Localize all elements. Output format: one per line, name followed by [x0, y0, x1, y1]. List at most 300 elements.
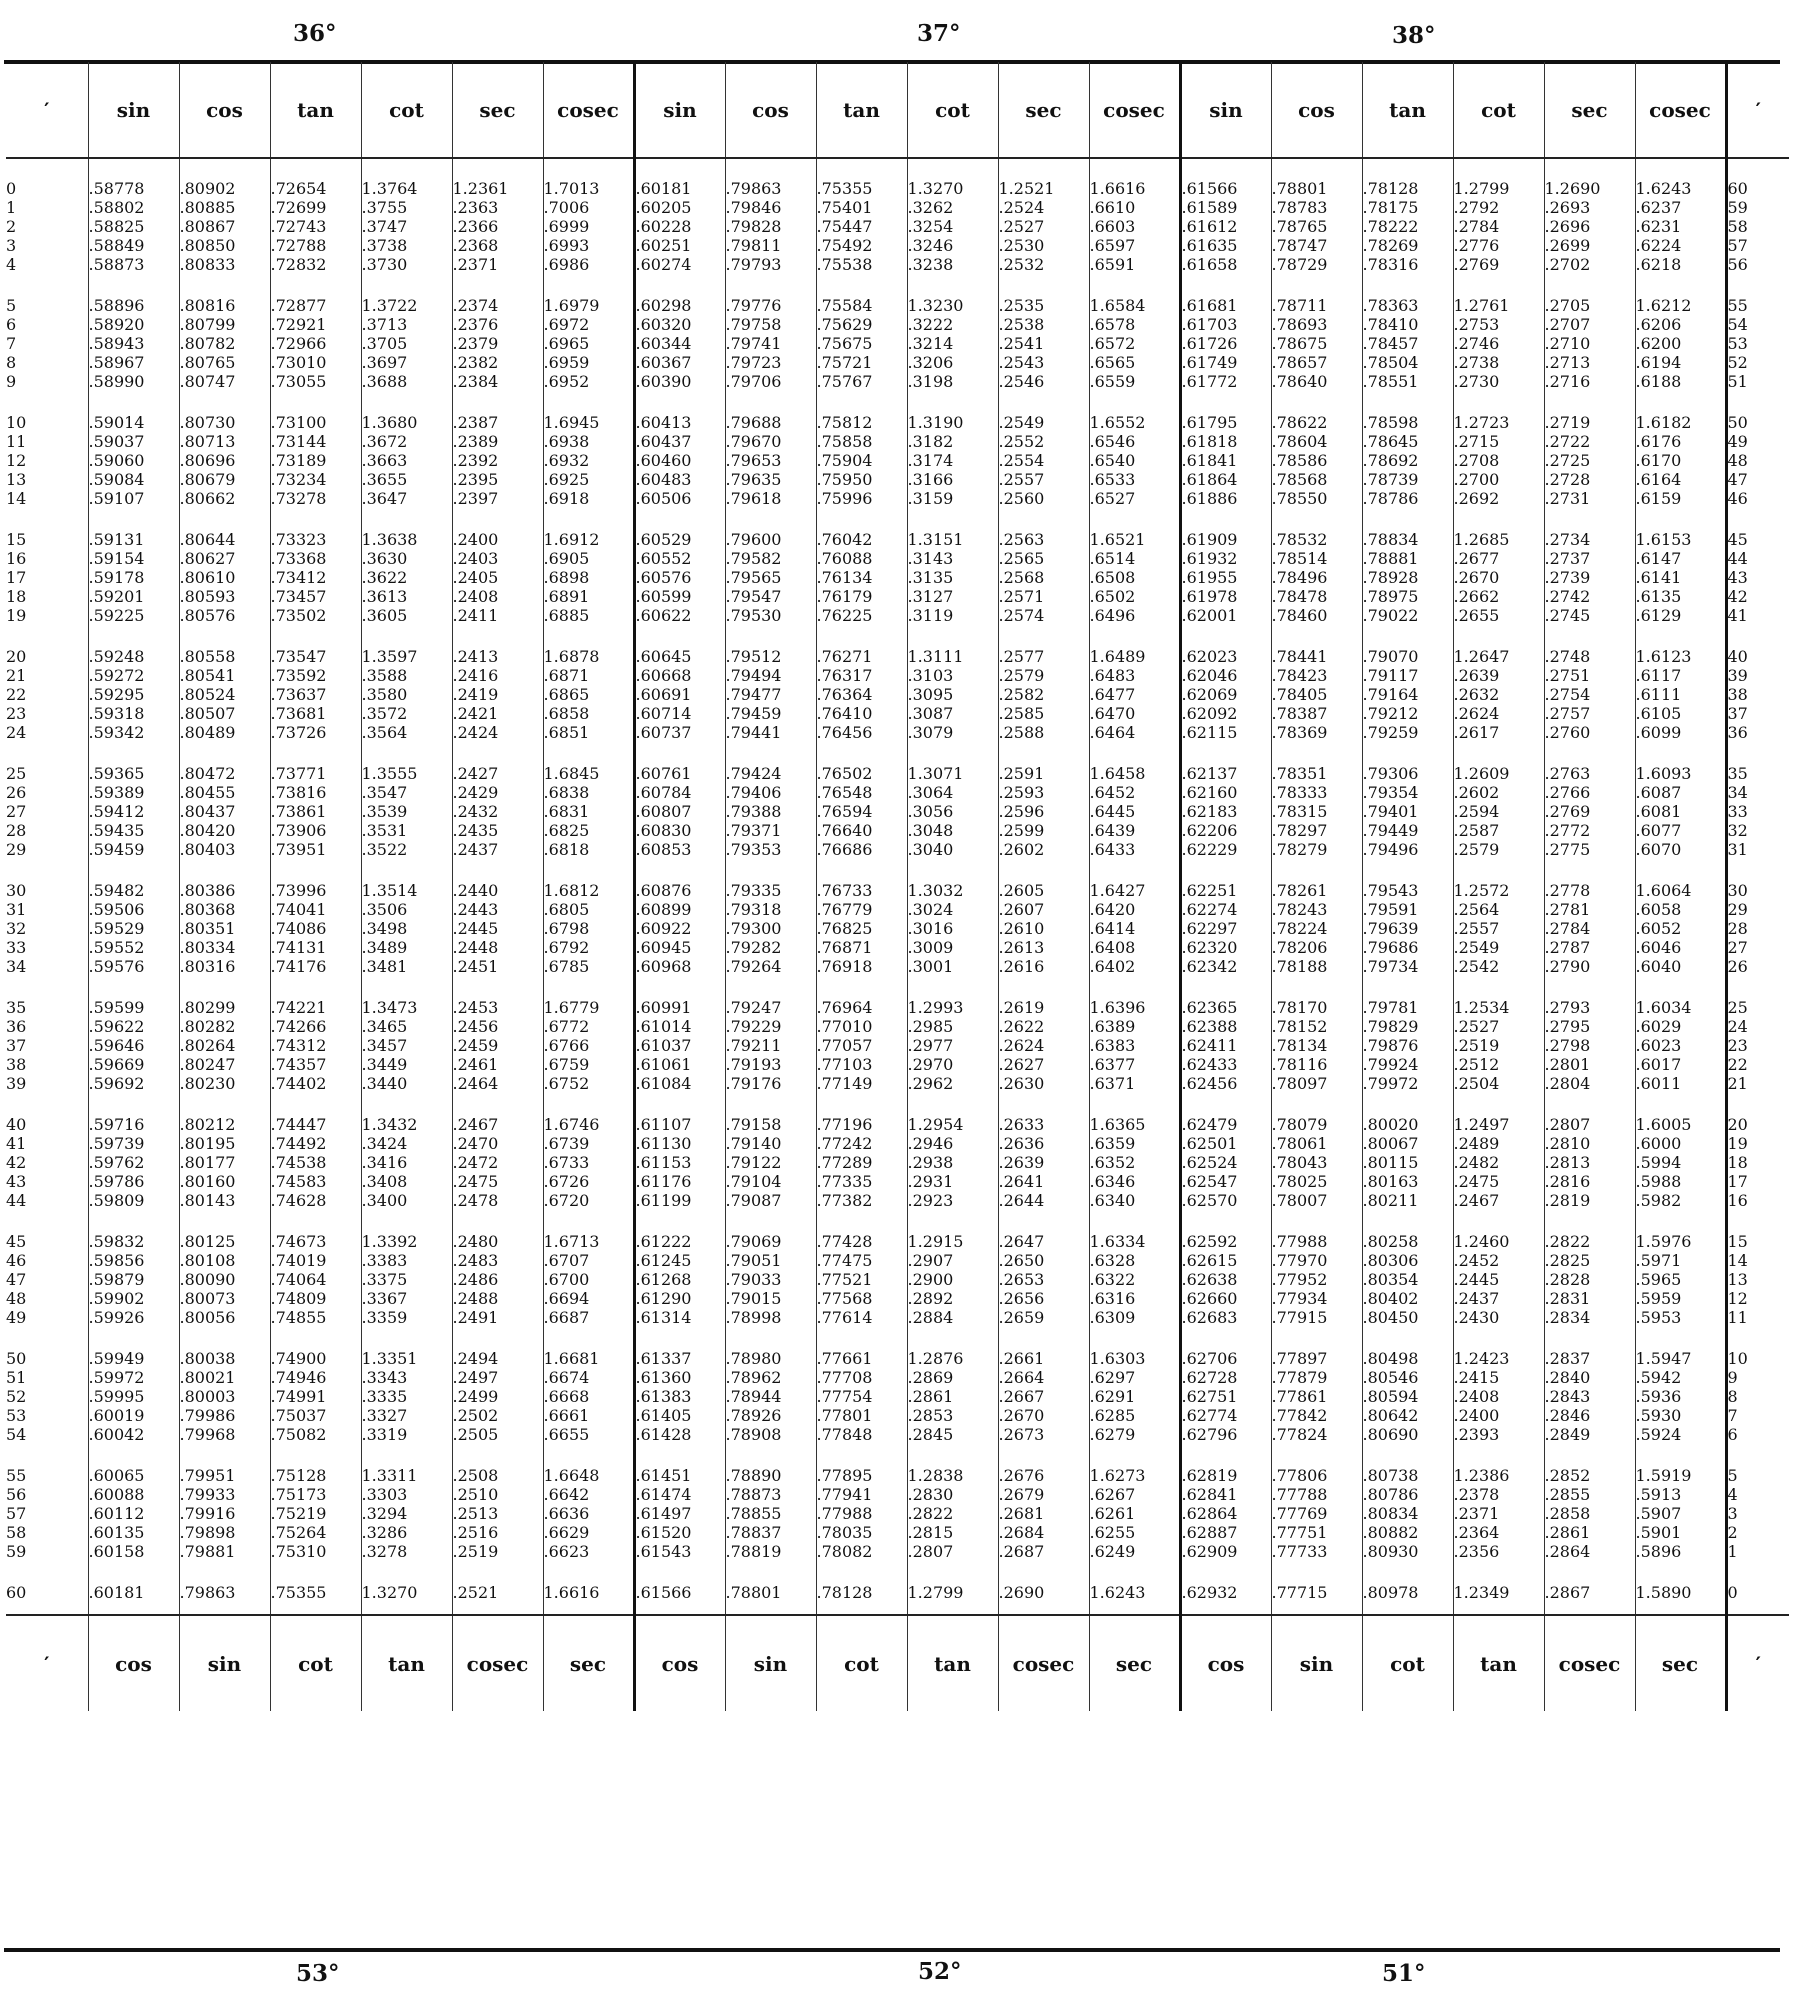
value-cell: .2731: [1544, 489, 1635, 508]
value-cell: .80368: [179, 900, 270, 919]
value-cell: .2753: [1453, 315, 1544, 334]
value-cell: 1.3555: [361, 764, 452, 783]
value-cell: .77614: [816, 1308, 907, 1327]
value-cell: .78369: [1271, 723, 1362, 742]
value-cell: .80978: [1362, 1583, 1453, 1602]
value-cell: 1.2386: [1453, 1466, 1544, 1485]
value-cell: .78926: [725, 1406, 816, 1425]
spacer-cell: [1089, 1444, 1180, 1466]
value-cell: 1.6812: [543, 881, 634, 900]
spacer-cell: [1180, 1602, 1271, 1615]
spacer-cell: [1635, 1602, 1726, 1615]
value-cell: .77733: [1271, 1542, 1362, 1561]
value-cell: .3531: [361, 821, 452, 840]
value-cell: .2790: [1544, 957, 1635, 976]
minute-complement-cell: 41: [1726, 606, 1789, 625]
value-cell: .6610: [1089, 198, 1180, 217]
value-cell: .3400: [361, 1191, 452, 1210]
spacer-cell: [1180, 1561, 1271, 1583]
value-cell: 1.6489: [1089, 647, 1180, 666]
value-cell: .6309: [1089, 1308, 1180, 1327]
value-cell: .59201: [88, 587, 179, 606]
value-cell: .2478: [452, 1191, 543, 1210]
value-cell: .61681: [1180, 296, 1271, 315]
value-cell: .6135: [1635, 587, 1726, 606]
value-cell: .6707: [543, 1251, 634, 1270]
value-cell: 1.2915: [907, 1232, 998, 1251]
spacer-cell: [1271, 1602, 1362, 1615]
value-cell: .2376: [452, 315, 543, 334]
value-cell: 1.6458: [1089, 764, 1180, 783]
value-cell: .3647: [361, 489, 452, 508]
value-cell: 1.6243: [1089, 1583, 1180, 1602]
value-cell: .73323: [270, 530, 361, 549]
value-cell: .78405: [1271, 685, 1362, 704]
value-cell: .62819: [1180, 1466, 1271, 1485]
value-cell: .3064: [907, 783, 998, 802]
value-cell: .61337: [634, 1349, 725, 1368]
value-cell: .3024: [907, 900, 998, 919]
spacer-cell: [6, 1602, 88, 1615]
spacer-cell: [270, 1602, 361, 1615]
value-cell: .58943: [88, 334, 179, 353]
value-cell: .2715: [1453, 432, 1544, 451]
value-cell: .6865: [543, 685, 634, 704]
spacer-cell: [1635, 859, 1726, 881]
value-cell: .6726: [543, 1172, 634, 1191]
spacer-cell: [1726, 976, 1789, 998]
value-cell: .6389: [1089, 1017, 1180, 1036]
minute-cell: 54: [6, 1425, 27, 1444]
spacer-cell: [907, 508, 998, 530]
spacer-cell: [1544, 976, 1635, 998]
value-cell: .61612: [1180, 217, 1271, 236]
spacer-cell: [1180, 976, 1271, 998]
spacer-cell: [998, 1561, 1089, 1583]
value-cell: .2482: [1453, 1153, 1544, 1172]
value-cell: 1.3473: [361, 998, 452, 1017]
spacer-cell: [725, 625, 816, 647]
spacer-cell: [907, 742, 998, 764]
header-top-cell-7: sin: [634, 62, 725, 158]
minute-cell: 3: [6, 236, 17, 255]
value-cell: .79282: [725, 938, 816, 957]
value-cell: .60761: [634, 764, 725, 783]
value-cell: .3408: [361, 1172, 452, 1191]
spacer-cell: [1089, 1561, 1180, 1583]
value-cell: .61428: [634, 1425, 725, 1444]
value-cell: 1.3230: [907, 296, 998, 315]
value-cell: .2816: [1544, 1172, 1635, 1191]
spacer-cell: [179, 391, 270, 413]
value-cell: .75538: [816, 255, 907, 274]
value-cell: .6408: [1089, 938, 1180, 957]
spacer-cell: [1180, 1327, 1271, 1349]
value-cell: .2574: [998, 606, 1089, 625]
value-cell: 1.6845: [543, 764, 634, 783]
value-cell: .7006: [543, 198, 634, 217]
spacer-cell: [1271, 859, 1362, 881]
degree-heading-top-2: 37°: [917, 20, 961, 47]
spacer-cell: [725, 508, 816, 530]
value-cell: .78819: [725, 1542, 816, 1561]
degree-heading-top-1: 36°: [293, 20, 337, 47]
table-row: [6, 1172, 1789, 1191]
value-cell: .75401: [816, 198, 907, 217]
value-cell: 1.2572: [1453, 881, 1544, 900]
value-cell: .60876: [634, 881, 725, 900]
value-cell: .2843: [1544, 1387, 1635, 1406]
value-cell: .60853: [634, 840, 725, 859]
minute-complement-cell: 51: [1726, 372, 1789, 391]
value-cell: .6546: [1089, 432, 1180, 451]
degree-heading-bottom-2: 52°: [918, 1958, 962, 1985]
value-cell: .2849: [1544, 1425, 1635, 1444]
value-cell: .2445: [1453, 1270, 1544, 1289]
value-cell: .80125: [179, 1232, 270, 1251]
value-cell: .6176: [1635, 432, 1726, 451]
value-cell: .78514: [1271, 549, 1362, 568]
value-cell: .2400: [452, 530, 543, 549]
value-cell: 1.6616: [1089, 179, 1180, 198]
value-cell: .2745: [1544, 606, 1635, 625]
value-cell: .80316: [179, 957, 270, 976]
value-cell: .2472: [452, 1153, 543, 1172]
table-row: [6, 1387, 1789, 1406]
value-cell: .6508: [1089, 568, 1180, 587]
group-spacer: [6, 508, 1789, 530]
value-cell: .2510: [452, 1485, 543, 1504]
minute-cell: 52: [6, 1387, 27, 1406]
value-cell: .3713: [361, 315, 452, 334]
table-row: [6, 938, 1789, 957]
value-cell: 1.6303: [1089, 1349, 1180, 1368]
value-cell: .73726: [270, 723, 361, 742]
value-cell: .61955: [1180, 568, 1271, 587]
value-cell: .79863: [725, 179, 816, 198]
spacer-cell: [1089, 158, 1180, 179]
spacer-cell: [1362, 1093, 1453, 1115]
table-row: [6, 568, 1789, 587]
value-cell: .73278: [270, 489, 361, 508]
value-cell: .75950: [816, 470, 907, 489]
spacer-cell: [1089, 1093, 1180, 1115]
value-cell: .2488: [452, 1289, 543, 1308]
value-cell: .59926: [88, 1308, 179, 1327]
value-cell: .60274: [634, 255, 725, 274]
header-top-cell-18: cosec: [1635, 62, 1726, 158]
value-cell: .60714: [634, 704, 725, 723]
header-bottom-cell-9: cot: [816, 1615, 907, 1711]
value-cell: .60437: [634, 432, 725, 451]
spacer-cell: [6, 508, 88, 530]
spacer-cell: [270, 976, 361, 998]
value-cell: .80690: [1362, 1425, 1453, 1444]
value-cell: .6297: [1089, 1368, 1180, 1387]
value-cell: .2681: [998, 1504, 1089, 1523]
spacer-cell: [725, 976, 816, 998]
spacer-cell: [907, 1602, 998, 1615]
value-cell: .6029: [1635, 1017, 1726, 1036]
value-cell: .2653: [998, 1270, 1089, 1289]
value-cell: .6046: [1635, 938, 1726, 957]
value-cell: .75355: [816, 179, 907, 198]
value-cell: .2552: [998, 432, 1089, 451]
header-top-cell-12: cosec: [1089, 62, 1180, 158]
table-row: [6, 372, 1789, 391]
spacer-cell: [907, 859, 998, 881]
value-cell: .3688: [361, 372, 452, 391]
value-cell: .2424: [452, 723, 543, 742]
degree-heading-bottom-3: 51°: [1382, 1960, 1426, 1987]
value-cell: 1.6273: [1089, 1466, 1180, 1485]
value-cell: .2591: [998, 764, 1089, 783]
value-cell: .3009: [907, 938, 998, 957]
header-bottom-cell-6: sec: [543, 1615, 634, 1711]
value-cell: .2938: [907, 1153, 998, 1172]
value-cell: .3465: [361, 1017, 452, 1036]
table-row: [6, 1504, 1789, 1523]
minute-complement-cell: 33: [1726, 802, 1789, 821]
spacer-cell: [452, 1444, 543, 1466]
value-cell: .62433: [1180, 1055, 1271, 1074]
spacer-cell: [270, 625, 361, 647]
value-cell: .2828: [1544, 1270, 1635, 1289]
value-cell: .2577: [998, 647, 1089, 666]
value-cell: .2524: [998, 198, 1089, 217]
value-cell: .6445: [1089, 802, 1180, 821]
spacer-cell: [816, 1327, 907, 1349]
value-cell: .60088: [88, 1485, 179, 1504]
value-cell: 1.2876: [907, 1349, 998, 1368]
value-cell: .76179: [816, 587, 907, 606]
header-bottom-cell-11: cosec: [998, 1615, 1089, 1711]
table-row: [6, 1074, 1789, 1093]
spacer-cell: [1089, 508, 1180, 530]
spacer-cell: [1271, 625, 1362, 647]
value-cell: .77754: [816, 1387, 907, 1406]
spacer-cell: [452, 1093, 543, 1115]
value-cell: .59832: [88, 1232, 179, 1251]
value-cell: .80730: [179, 413, 270, 432]
value-cell: .2579: [998, 666, 1089, 685]
value-cell: .80594: [1362, 1387, 1453, 1406]
value-cell: .2656: [998, 1289, 1089, 1308]
spacer-cell: [998, 1602, 1089, 1615]
value-cell: .62069: [1180, 685, 1271, 704]
value-cell: .59716: [88, 1115, 179, 1134]
value-cell: .62887: [1180, 1523, 1271, 1542]
value-cell: .74176: [270, 957, 361, 976]
value-cell: .2869: [907, 1368, 998, 1387]
value-cell: .6352: [1089, 1153, 1180, 1172]
spacer-cell: [270, 508, 361, 530]
value-cell: .74019: [270, 1251, 361, 1270]
value-cell: .77879: [1271, 1368, 1362, 1387]
value-cell: .77428: [816, 1232, 907, 1251]
value-cell: .61245: [634, 1251, 725, 1270]
value-cell: .6925: [543, 470, 634, 489]
spacer-cell: [907, 274, 998, 296]
minute-cell: 22: [6, 685, 27, 704]
minute-cell: 15: [6, 530, 27, 549]
value-cell: .2594: [1453, 802, 1544, 821]
value-cell: .2700: [1453, 470, 1544, 489]
value-cell: .61566: [1180, 179, 1271, 198]
minute-cell: 41: [6, 1134, 27, 1153]
value-cell: .60945: [634, 938, 725, 957]
value-cell: 1.6779: [543, 998, 634, 1017]
table-row: [6, 802, 1789, 821]
spacer-cell: [179, 1602, 270, 1615]
value-cell: .60830: [634, 821, 725, 840]
group-spacer: [6, 391, 1789, 413]
value-cell: .59599: [88, 998, 179, 1017]
value-cell: .59084: [88, 470, 179, 489]
value-cell: 1.6243: [1635, 179, 1726, 198]
value-cell: .77952: [1271, 1270, 1362, 1289]
value-cell: .3588: [361, 666, 452, 685]
value-cell: .6040: [1635, 957, 1726, 976]
value-cell: .59154: [88, 549, 179, 568]
value-cell: .61451: [634, 1466, 725, 1485]
minute-complement-cell: 60: [1726, 179, 1789, 198]
value-cell: .3294: [361, 1504, 452, 1523]
value-cell: .76594: [816, 802, 907, 821]
spacer-cell: [1726, 625, 1789, 647]
value-cell: .3159: [907, 489, 998, 508]
value-cell: .73055: [270, 372, 361, 391]
table-row: [6, 451, 1789, 470]
value-cell: .80696: [179, 451, 270, 470]
spacer-cell: [361, 391, 452, 413]
value-cell: .72877: [270, 296, 361, 315]
value-cell: .79670: [725, 432, 816, 451]
value-cell: .80507: [179, 704, 270, 723]
minute-complement-cell: 40: [1726, 647, 1789, 666]
value-cell: .2713: [1544, 353, 1635, 372]
value-cell: .79353: [725, 840, 816, 859]
minute-complement-cell: 52: [1726, 353, 1789, 372]
value-cell: .2616: [998, 957, 1089, 976]
spacer-cell: [1544, 1093, 1635, 1115]
value-cell: .60135: [88, 1523, 179, 1542]
value-cell: .2480: [452, 1232, 543, 1251]
table-row: [6, 198, 1789, 217]
minute-cell: 50: [6, 1349, 27, 1368]
table-row: [6, 1523, 1789, 1542]
value-cell: .2931: [907, 1172, 998, 1191]
value-cell: .73502: [270, 606, 361, 625]
value-cell: .74086: [270, 919, 361, 938]
value-cell: .61886: [1180, 489, 1271, 508]
value-cell: .60737: [634, 723, 725, 742]
value-cell: .2521: [452, 1583, 543, 1602]
value-cell: .58873: [88, 255, 179, 274]
spacer-cell: [816, 742, 907, 764]
value-cell: .6255: [1089, 1523, 1180, 1542]
value-cell: .61749: [1180, 353, 1271, 372]
header-bottom-cell-17: cosec: [1544, 1615, 1635, 1711]
minute-cell: 0: [6, 179, 17, 198]
spacer-cell: [179, 859, 270, 881]
value-cell: .3539: [361, 802, 452, 821]
value-cell: .78496: [1271, 568, 1362, 587]
value-cell: .6838: [543, 783, 634, 802]
value-cell: .6636: [543, 1504, 634, 1523]
spacer-cell: [1726, 1093, 1789, 1115]
value-cell: .2807: [907, 1542, 998, 1561]
value-cell: .73412: [270, 568, 361, 587]
value-cell: .77988: [1271, 1232, 1362, 1251]
value-cell: .2696: [1544, 217, 1635, 236]
spacer-cell: [88, 976, 179, 998]
value-cell: .79104: [725, 1172, 816, 1191]
spacer-cell: [179, 1444, 270, 1466]
value-cell: .79600: [725, 530, 816, 549]
value-cell: .74583: [270, 1172, 361, 1191]
value-cell: .3182: [907, 432, 998, 451]
value-cell: .74492: [270, 1134, 361, 1153]
value-cell: .2819: [1544, 1191, 1635, 1210]
value-cell: .2486: [452, 1270, 543, 1289]
value-cell: .2679: [998, 1485, 1089, 1504]
value-cell: .2429: [452, 783, 543, 802]
value-cell: .77970: [1271, 1251, 1362, 1270]
value-cell: .79193: [725, 1055, 816, 1074]
value-cell: .76964: [816, 998, 907, 1017]
spacer-cell: [1544, 859, 1635, 881]
spacer-cell: [1726, 508, 1789, 530]
minute-cell: 48: [6, 1289, 27, 1308]
value-cell: .62456: [1180, 1074, 1271, 1093]
value-cell: .73951: [270, 840, 361, 859]
minute-cell: 2: [6, 217, 17, 236]
value-cell: .59786: [88, 1172, 179, 1191]
value-cell: .2619: [998, 998, 1089, 1017]
spacer-cell: [179, 158, 270, 179]
value-cell: .3119: [907, 606, 998, 625]
value-cell: .74266: [270, 1017, 361, 1036]
value-cell: 1.6123: [1635, 647, 1726, 666]
value-cell: .80264: [179, 1036, 270, 1055]
table-row: [6, 530, 1789, 549]
value-cell: .74673: [270, 1232, 361, 1251]
value-cell: 1.2690: [1544, 179, 1635, 198]
value-cell: .72788: [270, 236, 361, 255]
minute-cell: 47: [6, 1270, 27, 1289]
value-cell: .60112: [88, 1504, 179, 1523]
value-cell: 1.6034: [1635, 998, 1726, 1017]
value-cell: .3198: [907, 372, 998, 391]
value-cell: .80627: [179, 549, 270, 568]
value-cell: 1.2993: [907, 998, 998, 1017]
value-cell: .2772: [1544, 821, 1635, 840]
minute-complement-cell: 36: [1726, 723, 1789, 742]
table-row: [6, 919, 1789, 938]
value-cell: .58920: [88, 315, 179, 334]
value-cell: .61084: [634, 1074, 725, 1093]
value-cell: .80782: [179, 334, 270, 353]
value-cell: .2837: [1544, 1349, 1635, 1368]
minute-cell: 29: [6, 840, 27, 859]
minute-cell: 58: [6, 1523, 27, 1542]
spacer-cell: [998, 274, 1089, 296]
value-cell: .5896: [1635, 1542, 1726, 1561]
value-cell: .80498: [1362, 1349, 1453, 1368]
spacer-cell: [1271, 976, 1362, 998]
table-row: [6, 432, 1789, 451]
